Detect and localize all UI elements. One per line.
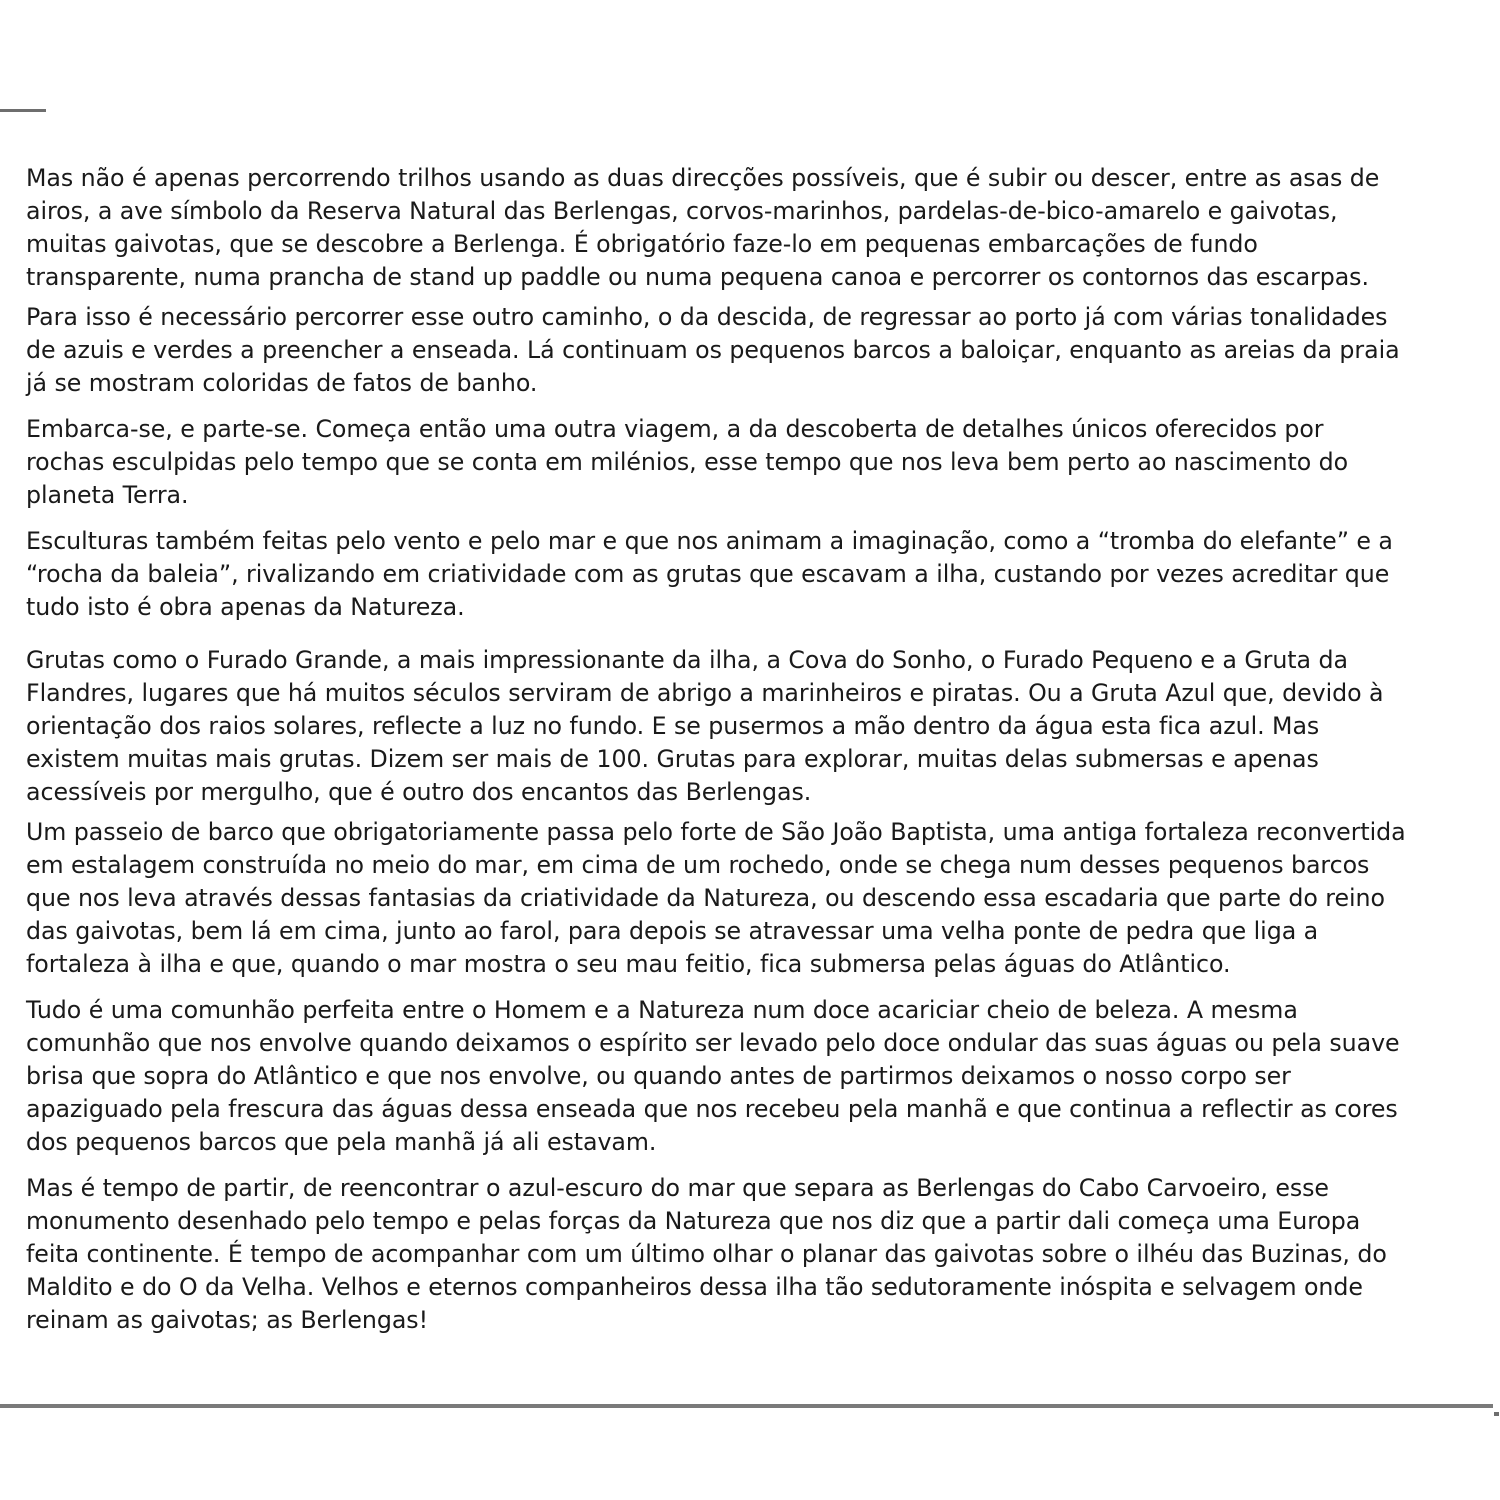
article-body xyxy=(26,162,1406,1337)
paragraph-5: Grutas como o Furado Grande, a mais impressionante da ilha, a Cova do Sonho, o Furado Pequeno e a Gruta da Flandres, lugares que há muitos séculos serviram de abrigo a marinheiros e piratas. Ou a Gruta Azul que, devido à orientação dos raios solares, reflecte a luz no fundo. E se pusermos a mão dentro da água esta fica azul. Mas existem muitas mais grutas. Dizem ser mais de 100. Grutas para explorar, muitas delas submersas e apenas acessíveis por mergulho, que é outro dos encantos das Berlengas. xyxy=(26,646,1384,806)
top-divider xyxy=(0,109,46,112)
paragraph-4: Esculturas também feitas pelo vento e pelo mar e que nos animam a imaginação, como a “tromba do elefante” e a “rocha da baleia”, rivalizando em criatividade com as grutas que escavam a ilha, custando por vezes acreditar que tudo isto é obra apenas da Natureza. xyxy=(26,527,1393,621)
paragraph-8: Mas é tempo de partir, de reencontrar o azul-escuro do mar que separa as Berlengas do Cabo Carvoeiro, esse monumento desenhado pelo tempo e pelas forças da Natureza que nos diz que a partir dali começa uma Europa feita continente. É tempo de acompanhar com um último olhar o planar das gaivotas sobre o ilhéu das Buzinas, do Maldito e do O da Velha. Velhos e eternos companheiros dessa ilha tão sedutoramente inóspita e selvagem onde reinam as gaivotas; as Berlengas! xyxy=(26,1174,1387,1334)
divider-end-mark xyxy=(1494,1412,1499,1416)
bottom-divider xyxy=(0,1404,1493,1408)
paragraph-6: Um passeio de barco que obrigatoriamente passa pelo forte de São João Baptista, uma antiga fortaleza reconvertida em estalagem construída no meio do mar, em cima de um rochedo, onde se chega num desses pequenos barcos que nos leva através dessas fantasias da criatividade da Natureza, ou descendo essa escadaria que parte do reino das gaivotas, bem lá em cima, junto ao farol, para depois se atravessar uma velha ponte de pedra que liga a fortaleza à ilha e que, quando o mar mostra o seu mau feitio, fica submersa pelas águas do Atlântico. xyxy=(26,818,1406,978)
paragraph-3: Embarca-se, e parte-se. Começa então uma outra viagem, a da descoberta de detalhes únicos oferecidos por rochas esculpidas pelo tempo que se conta em milénios, esse tempo que nos leva bem perto ao nascimento do planeta Terra. xyxy=(26,415,1349,509)
paragraph-2: Para isso é necessário percorrer esse outro caminho, o da descida, de regressar ao porto já com várias tonalidades de azuis e verdes a preencher a enseada. Lá continuam os pequenos barcos a baloiçar, enquanto as areias da praia já se mostram coloridas de fatos de banho. xyxy=(26,303,1400,397)
paragraph-7: Tudo é uma comunhão perfeita entre o Homem e a Natureza num doce acariciar cheio de beleza. A mesma comunhão que nos envolve quando deixamos o espírito ser levado pelo doce ondular das suas águas ou pela suave brisa que sopra do Atlântico e que nos envolve, ou quando antes de partirmos deixamos o nosso corpo ser apaziguado pela frescura das águas dessa enseada que nos recebeu pela manhã e que continua a reflectir as cores dos pequenos barcos que pela manhã já ali estavam. xyxy=(26,996,1400,1156)
paragraph-1: Mas não é apenas percorrendo trilhos usando as duas direcções possíveis, que é subir ou descer, entre as asas de airos, a ave símbolo da Reserva Natural das Berlengas, corvos-marinhos, pardelas-de-bico-amarelo e gaivotas, muitas gaivotas, que se descobre a Berlenga. É obrigatório faze-lo em pequenas embarcações de fundo transparente, numa prancha de stand up paddle ou numa pequena canoa e percorrer os contornos das escarpas. xyxy=(26,164,1380,291)
